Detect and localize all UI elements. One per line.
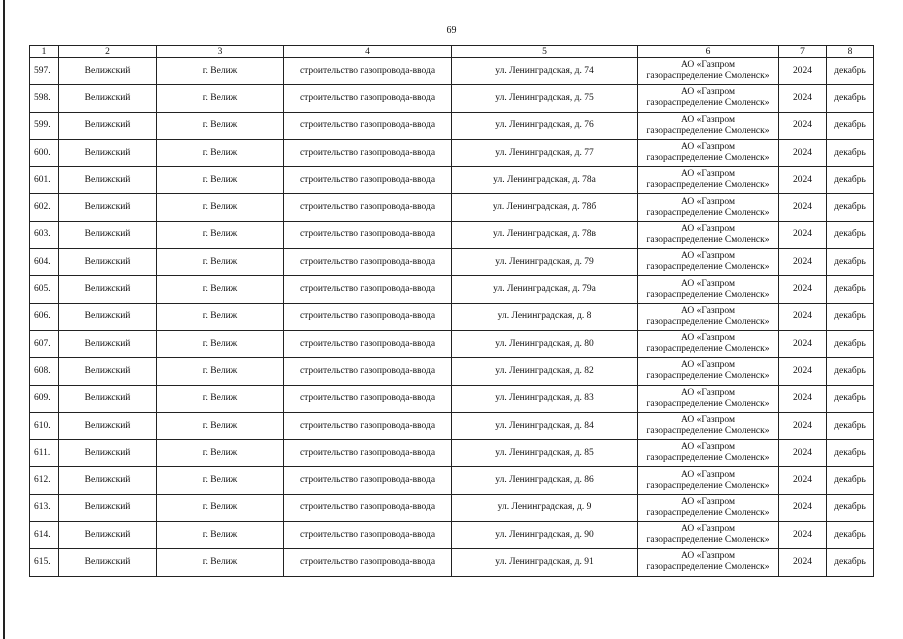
organization-line-1: АО «Газпром (680, 169, 735, 180)
year-cell: 2024 (779, 58, 827, 85)
row-number-cell: 607. (30, 330, 59, 357)
year-cell: 2024 (779, 167, 827, 194)
month-cell: декабрь (827, 249, 874, 276)
address-cell: ул. Ленинградская, д. 78а (452, 167, 638, 194)
organization-line-2: газораспределение Смоленск» (646, 426, 770, 436)
organization-cell (638, 522, 779, 549)
organization-cell (638, 494, 779, 521)
settlement-cell: г. Велиж (157, 249, 284, 276)
year-cell: 2024 (779, 194, 827, 221)
organization-line-1: АО «Газпром (680, 469, 735, 480)
year-cell: 2024 (779, 549, 827, 576)
month-cell: декабрь (827, 58, 874, 85)
work-type-cell: строительство газопровода-ввода (284, 549, 452, 576)
year-cell: 2024 (779, 358, 827, 385)
address-cell: ул. Ленинградская, д. 75 (452, 85, 638, 112)
row-number-cell: 602. (30, 194, 59, 221)
month-cell: декабрь (827, 358, 874, 385)
table-row (30, 58, 874, 85)
table-row (30, 385, 874, 412)
row-number-cell: 610. (30, 412, 59, 439)
table-row (30, 494, 874, 521)
work-type-cell: строительство газопровода-ввода (284, 276, 452, 303)
year-cell: 2024 (779, 303, 827, 330)
table-row (30, 412, 874, 439)
year-cell: 2024 (779, 139, 827, 166)
organization-line-2: газораспределение Смоленск» (646, 262, 770, 273)
settlement-cell: г. Велиж (157, 112, 284, 139)
month-cell: декабрь (827, 549, 874, 576)
work-type-cell: строительство газопровода-ввода (284, 167, 452, 194)
organization-cell (638, 358, 779, 385)
district-cell: Велижский (59, 276, 157, 303)
work-type-cell: строительство газопровода-ввода (284, 385, 452, 412)
organization-line-1: АО «Газпром (680, 551, 735, 562)
organization-cell (638, 412, 779, 439)
district-cell: Велижский (59, 385, 157, 412)
district-cell: Велижский (59, 494, 157, 521)
header-col-3: 3 (157, 46, 284, 58)
district-cell: Велижский (59, 112, 157, 139)
settlement-cell: г. Велиж (157, 330, 284, 357)
settlement-cell: г. Велиж (157, 303, 284, 330)
address-cell: ул. Ленинградская, д. 83 (452, 385, 638, 412)
organization-line-1: АО «Газпром (680, 251, 735, 262)
row-number-cell: 615. (30, 549, 59, 576)
settlement-cell: г. Велиж (157, 58, 284, 85)
table-row (30, 549, 874, 576)
organization-cell (638, 385, 779, 412)
work-type-cell: строительство газопровода-ввода (284, 112, 452, 139)
organization-line-2: газораспределение Смоленск» (646, 180, 770, 191)
month-cell: декабрь (827, 494, 874, 521)
work-type-cell: строительство газопровода-ввода (284, 330, 452, 357)
year-cell: 2024 (779, 330, 827, 357)
work-type-cell: строительство газопровода-ввода (284, 194, 452, 221)
year-cell: 2024 (779, 112, 827, 139)
gas-pipeline-table (29, 45, 874, 577)
month-cell: декабрь (827, 85, 874, 112)
table-row (30, 85, 874, 112)
row-number-cell: 608. (30, 358, 59, 385)
organization-line-1: АО «Газпром (680, 524, 735, 535)
work-type-cell: строительство газопровода-ввода (284, 412, 452, 439)
row-number-cell: 609. (30, 385, 59, 412)
table-row (30, 276, 874, 303)
organization-line-1: АО «Газпром (680, 278, 735, 289)
settlement-cell: г. Велиж (157, 139, 284, 166)
table-row (30, 330, 874, 357)
settlement-cell: г. Велиж (157, 85, 284, 112)
address-cell: ул. Ленинградская, д. 9 (452, 494, 638, 521)
organization-cell (638, 249, 779, 276)
month-cell: декабрь (827, 139, 874, 166)
page-left-edge-line (3, 0, 5, 639)
organization-line-2: газораспределение Смоленск» (646, 480, 770, 491)
organization-line-2: газораспределение Смоленск» (646, 371, 770, 382)
row-number-cell: 598. (30, 85, 59, 112)
organization-cell (638, 467, 779, 494)
organization-cell (638, 440, 779, 467)
month-cell: декабрь (827, 276, 874, 303)
month-cell: декабрь (827, 112, 874, 139)
header-col-8: 8 (827, 46, 874, 58)
work-type-cell: строительство газопровода-ввода (284, 303, 452, 330)
district-cell: Велижский (59, 139, 157, 166)
district-cell: Велижский (59, 303, 157, 330)
organization-line-2: газораспределение Смоленск» (646, 507, 770, 518)
settlement-cell: г. Велиж (157, 440, 284, 467)
table-row (30, 112, 874, 139)
address-cell: ул. Ленинградская, д. 82 (452, 358, 638, 385)
year-cell: 2024 (779, 221, 827, 248)
table-row (30, 167, 874, 194)
work-type-cell: строительство газопровода-ввода (284, 58, 452, 85)
settlement-cell: г. Велиж (157, 167, 284, 194)
address-cell: ул. Ленинградская, д. 80 (452, 330, 638, 357)
month-cell: декабрь (827, 522, 874, 549)
header-col-6: 6 (638, 46, 779, 58)
settlement-cell: г. Велиж (157, 358, 284, 385)
year-cell: 2024 (779, 385, 827, 412)
work-type-cell: строительство газопровода-ввода (284, 467, 452, 494)
address-cell: ул. Ленинградская, д. 79 (452, 249, 638, 276)
row-number-cell: 600. (30, 139, 59, 166)
header-col-1: 1 (30, 46, 59, 58)
work-type-cell: строительство газопровода-ввода (284, 85, 452, 112)
organization-line-1: АО «Газпром (680, 415, 735, 425)
year-cell: 2024 (779, 467, 827, 494)
organization-line-2: газораспределение Смоленск» (646, 125, 770, 136)
row-number-cell: 605. (30, 276, 59, 303)
address-cell: ул. Ленинградская, д. 91 (452, 549, 638, 576)
row-number-cell: 599. (30, 112, 59, 139)
address-cell: ул. Ленинградская, д. 8 (452, 303, 638, 330)
settlement-cell: г. Велиж (157, 522, 284, 549)
organization-line-1: АО «Газпром (680, 223, 735, 234)
organization-line-1: АО «Газпром (680, 442, 735, 453)
settlement-cell: г. Велиж (157, 194, 284, 221)
month-cell: декабрь (827, 303, 874, 330)
organization-line-2: газораспределение Смоленск» (646, 71, 770, 82)
month-cell: декабрь (827, 467, 874, 494)
month-cell: декабрь (827, 385, 874, 412)
month-cell: декабрь (827, 330, 874, 357)
district-cell: Велижский (59, 467, 157, 494)
header-col-7: 7 (779, 46, 827, 58)
organization-line-2: газораспределение Смоленск» (646, 398, 770, 409)
organization-line-1: АО «Газпром (680, 387, 735, 398)
settlement-cell: г. Велиж (157, 467, 284, 494)
table-row (30, 303, 874, 330)
year-cell: 2024 (779, 276, 827, 303)
table-body (30, 58, 874, 577)
page-number: 69 (446, 25, 457, 36)
year-cell: 2024 (779, 522, 827, 549)
row-number-cell: 612. (30, 467, 59, 494)
organization-line-2: газораспределение Смоленск» (646, 562, 770, 573)
organization-line-2: газораспределение Смоленск» (646, 234, 770, 245)
header-row (30, 46, 874, 58)
year-cell: 2024 (779, 494, 827, 521)
row-number-cell: 606. (30, 303, 59, 330)
table-header (30, 46, 874, 58)
header-col-2: 2 (59, 46, 157, 58)
month-cell: декабрь (827, 412, 874, 439)
settlement-cell: г. Велиж (157, 549, 284, 576)
year-cell: 2024 (779, 249, 827, 276)
year-cell: 2024 (779, 85, 827, 112)
settlement-cell: г. Велиж (157, 494, 284, 521)
address-cell: ул. Ленинградская, д. 78б (452, 194, 638, 221)
month-cell: декабрь (827, 221, 874, 248)
district-cell: Велижский (59, 549, 157, 576)
work-type-cell: строительство газопровода-ввода (284, 494, 452, 521)
address-cell: ул. Ленинградская, д. 74 (452, 58, 638, 85)
organization-line-1: АО «Газпром (680, 114, 735, 125)
row-number-cell: 603. (30, 221, 59, 248)
row-number-cell: 604. (30, 249, 59, 276)
organization-line-2: газораспределение Смоленск» (646, 316, 770, 327)
district-cell: Велижский (59, 221, 157, 248)
organization-cell (638, 194, 779, 221)
table-row (30, 249, 874, 276)
organization-line-1: АО «Газпром (680, 496, 735, 507)
settlement-cell: г. Велиж (157, 221, 284, 248)
organization-cell (638, 58, 779, 85)
work-type-cell: строительство газопровода-ввода (284, 249, 452, 276)
work-type-cell: строительство газопровода-ввода (284, 358, 452, 385)
district-cell: Велижский (59, 58, 157, 85)
month-cell: декабрь (827, 194, 874, 221)
organization-line-2: газораспределение Смоленск» (646, 98, 770, 109)
district-cell: Велижский (59, 440, 157, 467)
header-col-4: 4 (284, 46, 452, 58)
year-cell: 2024 (779, 440, 827, 467)
organization-line-2: газораспределение Смоленск» (646, 535, 770, 546)
address-cell: ул. Ленинградская, д. 77 (452, 139, 638, 166)
row-number-cell: 613. (30, 494, 59, 521)
table-row (30, 139, 874, 166)
organization-cell (638, 85, 779, 112)
organization-line-1: АО «Газпром (680, 333, 735, 344)
district-cell: Велижский (59, 358, 157, 385)
organization-cell (638, 549, 779, 576)
address-cell: ул. Ленинградская, д. 79а (452, 276, 638, 303)
address-cell: ул. Ленинградская, д. 86 (452, 467, 638, 494)
address-cell: ул. Ленинградская, д. 84 (452, 412, 638, 439)
district-cell: Велижский (59, 194, 157, 221)
work-type-cell: строительство газопровода-ввода (284, 440, 452, 467)
table-row (30, 358, 874, 385)
district-cell: Велижский (59, 167, 157, 194)
month-cell: декабрь (827, 167, 874, 194)
settlement-cell: г. Велиж (157, 412, 284, 439)
organization-line-1: АО «Газпром (680, 360, 735, 371)
row-number-cell: 597. (30, 58, 59, 85)
organization-cell (638, 303, 779, 330)
row-number-cell: 611. (30, 440, 59, 467)
organization-line-1: АО «Газпром (680, 142, 735, 153)
district-cell: Велижский (59, 412, 157, 439)
organization-line-1: АО «Газпром (680, 196, 735, 207)
district-cell: Велижский (59, 330, 157, 357)
table-row (30, 467, 874, 494)
address-cell: ул. Ленинградская, д. 85 (452, 440, 638, 467)
year-cell: 2024 (779, 412, 827, 439)
district-cell: Велижский (59, 85, 157, 112)
organization-line-2: газораспределение Смоленск» (646, 453, 770, 464)
organization-cell (638, 112, 779, 139)
table-row (30, 522, 874, 549)
organization-cell (638, 276, 779, 303)
table-row (30, 221, 874, 248)
month-cell: декабрь (827, 440, 874, 467)
work-type-cell: строительство газопровода-ввода (284, 139, 452, 166)
organization-cell (638, 167, 779, 194)
organization-cell (638, 330, 779, 357)
organization-line-2: газораспределение Смоленск» (646, 344, 770, 355)
header-col-5: 5 (452, 46, 638, 58)
table-row (30, 194, 874, 221)
district-cell: Велижский (59, 249, 157, 276)
address-cell: ул. Ленинградская, д. 76 (452, 112, 638, 139)
organization-cell (638, 139, 779, 166)
work-type-cell: строительство газопровода-ввода (284, 221, 452, 248)
table-row (30, 440, 874, 467)
settlement-cell: г. Велиж (157, 276, 284, 303)
district-cell: Велижский (59, 522, 157, 549)
address-cell: ул. Ленинградская, д. 78в (452, 221, 638, 248)
work-type-cell: строительство газопровода-ввода (284, 522, 452, 549)
settlement-cell: г. Велиж (157, 385, 284, 412)
organization-cell (638, 221, 779, 248)
row-number-cell: 601. (30, 167, 59, 194)
row-number-cell: 614. (30, 522, 59, 549)
organization-line-2: газораспределение Смоленск» (646, 207, 770, 218)
organization-line-1: АО «Газпром (680, 87, 735, 98)
address-cell: ул. Ленинградская, д. 90 (452, 522, 638, 549)
organization-line-2: газораспределение Смоленск» (646, 289, 770, 300)
organization-line-2: газораспределение Смоленск» (646, 153, 770, 164)
organization-line-1: АО «Газпром (680, 305, 735, 316)
organization-line-1: АО «Газпром (680, 60, 735, 71)
